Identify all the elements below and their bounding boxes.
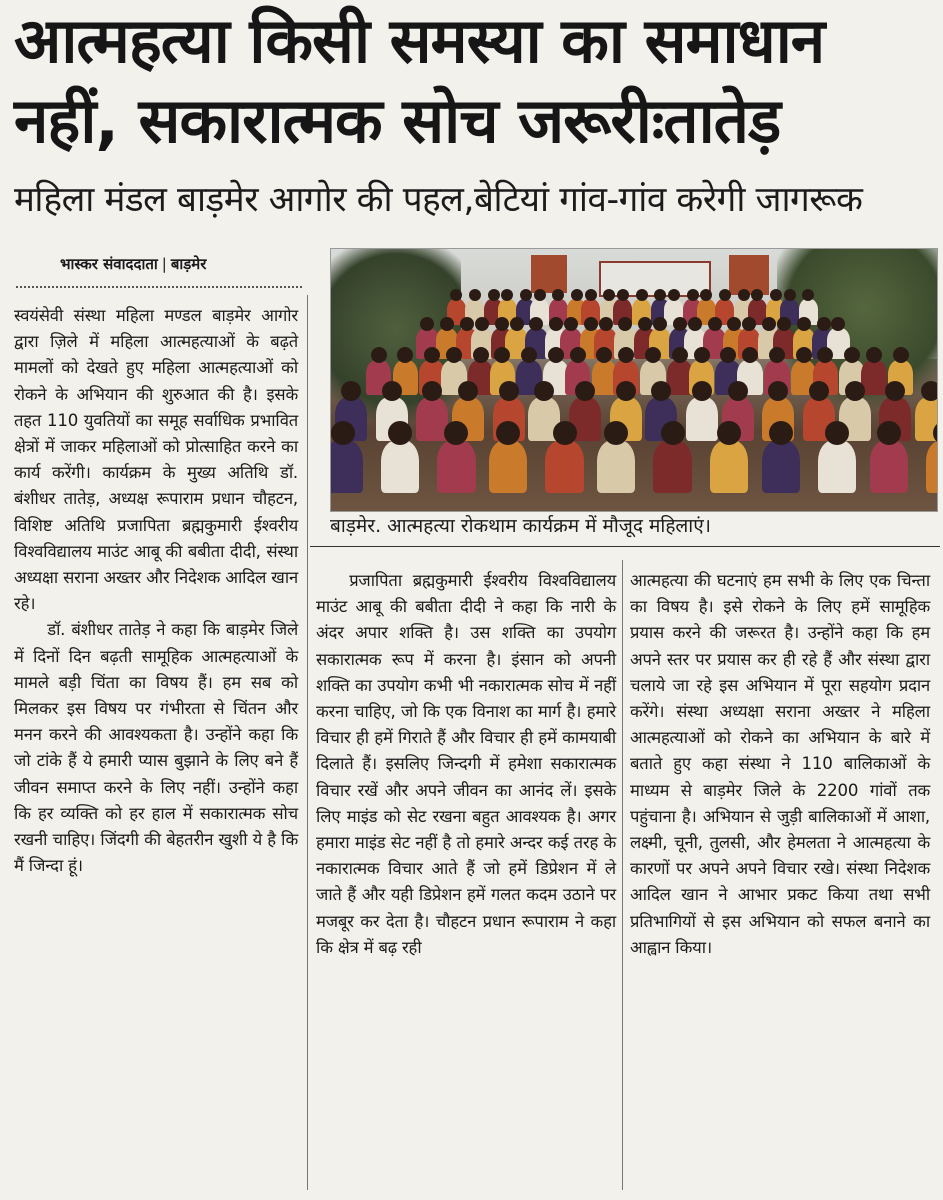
photo-person-head bbox=[548, 347, 564, 363]
caption-rule bbox=[310, 546, 940, 547]
photo-person-head bbox=[341, 381, 361, 401]
photo-person-head bbox=[570, 347, 586, 363]
photo-caption: बाड़मेर. आत्महत्या रोकथाम कार्यक्रम में मौजूद महिलाएं। bbox=[330, 515, 711, 537]
photo-person-head bbox=[520, 289, 532, 301]
photo-person-head bbox=[604, 421, 628, 445]
photo-person bbox=[545, 440, 583, 493]
column-rule bbox=[307, 295, 308, 1190]
photo-person-head bbox=[797, 317, 811, 331]
photo-person bbox=[437, 440, 475, 493]
photo-person-head bbox=[708, 317, 722, 331]
photo-person-head bbox=[499, 381, 519, 401]
byline-place: बाड़मेर bbox=[170, 255, 207, 273]
article-column-2 bbox=[316, 568, 616, 961]
photo-person-head bbox=[599, 317, 613, 331]
photo-person-head bbox=[458, 381, 478, 401]
article-paragraph: प्रजापिता ब्रह्मकुमारी ईश्वरीय विश्वविद्यालय माउंट आबू की बबीता दीदी ने कहा कि नारी के अंदर अपार शक्ति है। उस शक्ति का उपयोग सकारात्मक रूप में करना है। इंसान को अपनी शक्ति का उपयोग कभी भी नकारात्मक सोच में नहीं करना चाहिए, जो कि एक विनाश का मार्ग है। हमारे विचार ही हमें गिराते हैं और विचार ही हमें कामयाबी दिलाते हैं। इसलिए जिन्दगी में हमेशा सकारात्मक विचार रखें और अपने जीवन का आनंद लें। इसके लिए माइंड को सेट रखना बहुत आवश्यक है। अगर हमारा माइंड सेट नहीं है तो हमारे अन्दर कई तरह के नकारात्मक विचार आते हैं जो हमें डिप्रेशन में ले जाते हैं और यही डिप्रेशन हमें गलत कदम उठाने पर मजबूर कर देता है। चौहटन प्रधान रूपाराम ने कहा कि क्षेत्र में बढ़ रही bbox=[316, 571, 616, 957]
photo-person-head bbox=[866, 347, 882, 363]
photo-person-head bbox=[571, 289, 583, 301]
photo-person-head bbox=[784, 289, 796, 301]
photo-person-head bbox=[673, 317, 687, 331]
photo-person-head bbox=[534, 289, 546, 301]
photo-person-head bbox=[728, 381, 748, 401]
photo-person-head bbox=[719, 289, 731, 301]
photo-person-head bbox=[796, 347, 812, 363]
photo-person-head bbox=[769, 421, 793, 445]
headline-line-1: आत्महत्या किसी समस्या का समाधान bbox=[14, 4, 825, 77]
photo-person-head bbox=[636, 289, 648, 301]
photo-crowd bbox=[331, 289, 937, 511]
photo-person-head bbox=[469, 289, 481, 301]
news-photo bbox=[330, 248, 938, 512]
photo-person-head bbox=[694, 347, 710, 363]
photo-person-head bbox=[687, 289, 699, 301]
photo-person-head bbox=[475, 317, 489, 331]
photo-person bbox=[926, 440, 938, 493]
photo-person-head bbox=[488, 289, 500, 301]
photo-person-head bbox=[692, 381, 712, 401]
photo-person bbox=[710, 440, 748, 493]
photo-person-head bbox=[668, 289, 680, 301]
photo-person bbox=[653, 440, 691, 493]
photo-person-head bbox=[844, 347, 860, 363]
photo-person-head bbox=[817, 317, 831, 331]
photo-person bbox=[489, 440, 527, 493]
photo-person bbox=[861, 360, 887, 395]
photo-person-head bbox=[371, 347, 387, 363]
photo-person-head bbox=[688, 317, 702, 331]
photo-person-head bbox=[460, 317, 474, 331]
subheadline: महिला मंडल बाड़मेर आगोर की पहल,बेटियां गांव-गांव करेगी जागरूक bbox=[14, 180, 863, 220]
column-rule bbox=[622, 560, 623, 1190]
photo-person-head bbox=[742, 347, 758, 363]
photo-person-head bbox=[382, 381, 402, 401]
photo-person bbox=[818, 440, 856, 493]
photo-person-head bbox=[661, 421, 685, 445]
photo-person-head bbox=[584, 317, 598, 331]
photo-person-head bbox=[585, 289, 597, 301]
photo-person-head bbox=[738, 289, 750, 301]
photo-person-head bbox=[495, 317, 509, 331]
photo-person-head bbox=[616, 381, 636, 401]
photo-person-head bbox=[575, 381, 595, 401]
photo-person-head bbox=[921, 381, 938, 401]
photo-person-head bbox=[809, 381, 829, 401]
article-paragraph: स्वयंसेवी संस्था महिला मण्डल बाड़मेर आगोर द्वारा ज़िले में महिला आत्महत्याओं के बढ़ते मामलों को देखते हुए महिला आत्महत्याओं को रोकने के अभियान की शुरुआत की है। इसके तहत 110 युवतियों का समूह सर्वाधिक प्रभावित क्षेत्रों में जाकर महिलाओं को प्रोत्साहित करने का कार्य करेंगी। कार्यक्रम के मुख्य अतिथि डॉ. बंशीधर तातेड़, अध्यक्ष रूपाराम प्रधान चौहटन, विशिष्ट अतिथि प्रजापिता ब्रह्मकुमारी ईश्वरीय विश्वविद्यालय माउंट आबू की बबीता दीदी, संस्था अध्यक्षा सराना अख्तर और निदेशक आदिल खान रहे। bbox=[14, 306, 298, 614]
photo-person-head bbox=[770, 289, 782, 301]
photo-person-head bbox=[617, 289, 629, 301]
photo-person-head bbox=[473, 347, 489, 363]
photo-person-head bbox=[645, 347, 661, 363]
photo-person-head bbox=[877, 421, 901, 445]
photo-person bbox=[597, 440, 635, 493]
article-paragraph: डॉ. बंशीधर तातेड़ ने कहा कि बाड़मेर जिले में दिनों दिन बढ़ती सामूहिक आत्महत्याओं के मामले बड़ी चिंता का विषय हैं। हम सब को मिलकर इस विषय पर गंभीरता से चिंतन और मनन करने की आवश्यकता है। उन्होंने कहा कि जो टांके हैं ये हमारी प्यास बुझाने के लिए बने हैं जीवन समाप्त करने के लिए नहीं। उन्होंने कहा कि हर व्यक्ति को हर हाल में सकारात्मक सोच रखनी चाहिए। जिंदगी की बेहतरीन खुशी ये है कि मैं जिन्दा हूं। bbox=[14, 620, 298, 876]
photo-person bbox=[762, 440, 800, 493]
article-column-3 bbox=[630, 568, 930, 961]
photo-person-head bbox=[672, 347, 688, 363]
photo-person-head bbox=[424, 347, 440, 363]
photo-person-head bbox=[777, 317, 791, 331]
photo-person-head bbox=[564, 317, 578, 331]
headline-line-2: नहीं, सकारात्मक सोच जरूरीःतातेड़ bbox=[14, 84, 781, 157]
photo-person-head bbox=[762, 317, 776, 331]
photo-person-head bbox=[769, 347, 785, 363]
photo-person-head bbox=[893, 347, 909, 363]
article-column-1 bbox=[14, 303, 298, 879]
byline-reporter: भास्कर संवाददाता bbox=[60, 255, 158, 273]
photo-person bbox=[870, 440, 908, 493]
photo-person-head bbox=[446, 347, 462, 363]
photo-sign bbox=[531, 255, 567, 293]
photo-person-head bbox=[553, 421, 577, 445]
photo-person-head bbox=[845, 381, 865, 401]
photo-person-head bbox=[496, 421, 520, 445]
byline-separator: | bbox=[161, 255, 167, 273]
article-paragraph: आत्महत्या की घटनाएं हम सभी के लिए एक चिन्ता का विषय है। इसे रोकने के लिए हमें सामूहिक प्रयास करने की जरूरत है। उन्होंने कहा कि हम अपने स्तर पर प्रयास कर ही रहे हैं और संस्था द्वारा चलाये जा रहे इस अभियान में पूरा सहयोग प्रदान करेंगे। संस्था अध्यक्षा सराना अख्तर ने महिला आत्महत्याओं को रोकने का अभियान के बारे में बताते हुए कहा संस्था ने 110 बालिकाओं के माध्यम से बाड़मेर जिले के 2200 गांवों तक पहुंचाना है। अभियान से जुड़ी बालिकाओं में आशा, लक्ष्मी, चूनी, तुलसी, और हेमलता ने आत्महत्या के कारणों पर अपने अपने विचार रखे। संस्था निदेशक आदिल खान ने आभार प्रकट किया तथा सभी प्रतिभागियों से इस अभियान को सफल बनाने का आह्वान किया। bbox=[630, 571, 930, 957]
photo-person-head bbox=[510, 317, 524, 331]
photo-person bbox=[381, 440, 419, 493]
byline-divider bbox=[16, 286, 302, 288]
byline bbox=[60, 254, 206, 274]
photo-person bbox=[330, 440, 363, 493]
photo-person-head bbox=[388, 421, 412, 445]
photo-person bbox=[686, 397, 718, 441]
